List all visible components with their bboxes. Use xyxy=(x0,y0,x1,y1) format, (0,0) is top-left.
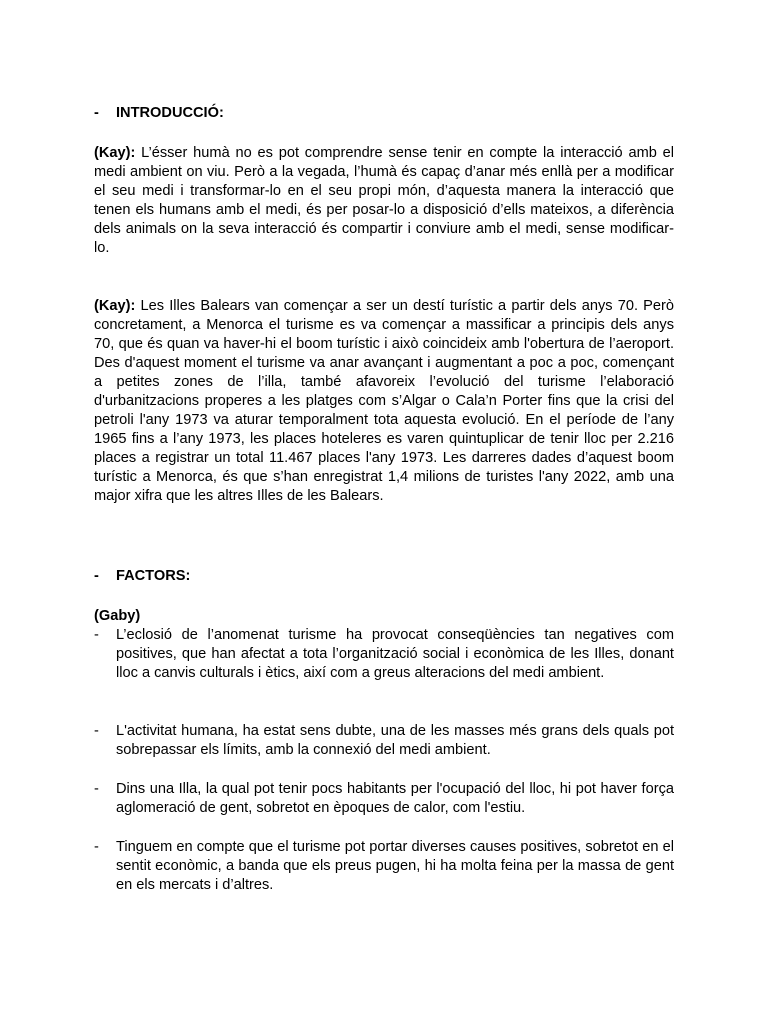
paragraph-text: L’ésser humà no es pot comprendre sense tenir en compte la interacció amb el medi ambient on viu. Però a la vegada, l’humà és capaç d’anar més enllà per a modificar el seu medi i transformar-lo en el seu propi món, d’aquesta manera la interacció que tenen els humans amb el medi, és per posar-lo a disposició d’ells mateixos, a diferència dels animals on la seva interacció és compartir i conviure amb el medi, sense modificar-lo. xyxy=(94,145,674,256)
heading-text: INTRODUCCIÓ: xyxy=(116,105,224,121)
heading-dash: - xyxy=(94,105,99,121)
bullet-dash: - xyxy=(94,781,99,797)
list-item-text: L'activitat humana, ha estat sens dubte, una de les masses més grans dels quals pot sobrepassar els límits, amb la connexió del medi ambient. xyxy=(116,723,674,758)
speaker-label-gaby: (Gaby) xyxy=(94,608,141,624)
intro-paragraph-1 xyxy=(94,144,674,258)
speaker-label: (Kay): xyxy=(94,298,136,314)
list-item-text: Dins una Illa, la qual pot tenir pocs habitants per l'ocupació del lloc, hi pot haver força aglomeració de gent, sobretot en èpoques de calor, com l'estiu. xyxy=(116,781,674,816)
list-item xyxy=(94,722,674,760)
list-item xyxy=(94,838,674,895)
speaker-label: (Kay): xyxy=(94,145,136,161)
section-heading-factors xyxy=(94,567,191,586)
heading-dash: - xyxy=(94,568,99,584)
list-item xyxy=(94,626,674,683)
list-item xyxy=(94,780,674,818)
list-item-text: Tinguem en compte que el turisme pot portar diverses causes positives, sobretot en el sentit econòmic, a banda que els preus pugen, hi ha molta feina per la massa de gent en els mercats i d’altres. xyxy=(116,839,674,893)
paragraph-text: Les Illes Balears van començar a ser un destí turístic a partir dels anys 70. Però concretament, a Menorca el turisme es va començar a massificar a principis dels anys 70, que és quan va haver-hi el boom turístic i això coincideix amb l'obertura de l’aeroport. Des d'aquest moment el turisme va anar avançant i augmentant a poc a poc, començant a petites zones de l’illa, també afavoreix l’evolució del turisme l’elaboració d'urbanitzacions properes a les platges com s’Algar o Cala’n Porter fins que la crisi del petroli l'any 1973 va aturar temporalment tota aquesta evolució. En el període de l’any 1965 fins a l’any 1973, les places hoteleres es varen quintuplicar de tenir lloc per 2.216 places a registrar un total 11.467 places l'any 1973. Les darreres dades d’aquest boom turístic a Menorca, és que s’han enregistrat 1,4 milions de turistes l'any 2022, amb una major xifra que les altres Illes de les Balears. xyxy=(94,298,674,504)
bullet-dash: - xyxy=(94,627,99,643)
list-item-text: L’eclosió de l’anomenat turisme ha provocat conseqüències tan negatives com positives, que han afectat a tota l’organització social i econòmica de les Illes, donant lloc a canvis culturals i ètics, així com a greus alteracions del medi ambient. xyxy=(116,627,674,681)
heading-text: FACTORS: xyxy=(116,568,191,584)
bullet-dash: - xyxy=(94,723,99,739)
intro-paragraph-2 xyxy=(94,297,674,506)
section-heading-introduccio xyxy=(94,104,224,123)
bullet-dash: - xyxy=(94,839,99,855)
